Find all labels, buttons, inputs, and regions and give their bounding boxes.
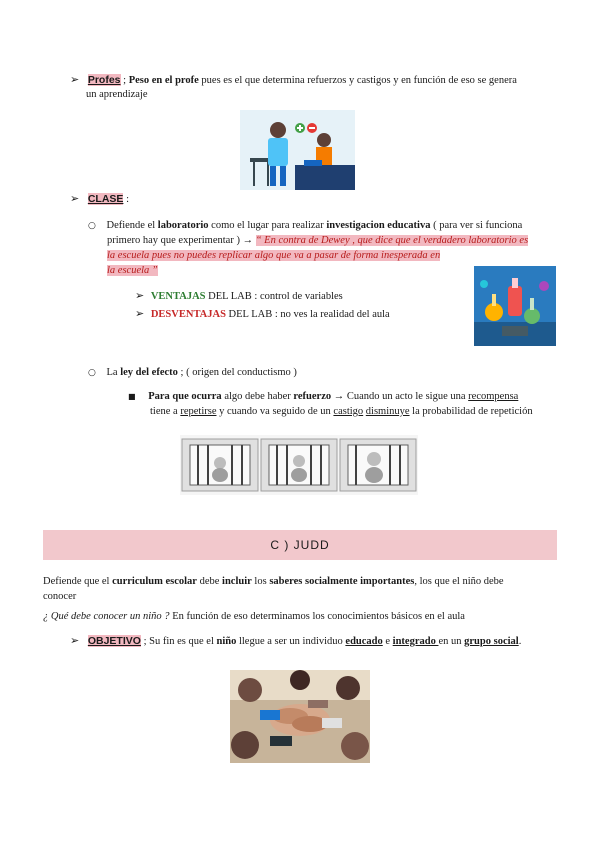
text: La: [106, 367, 121, 378]
bold-phrase: Peso en el profe: [128, 75, 199, 86]
underlined-text: repetirse: [180, 406, 217, 417]
text: DEL LAB : control de variables: [205, 291, 343, 302]
bold-text: incluir: [222, 576, 252, 587]
arrow-bullet-icon: ➢: [70, 73, 80, 86]
arrow-bullet-icon: ➢: [70, 192, 80, 205]
ventajas-line: [135, 289, 343, 304]
profes-heading: Profes: [87, 74, 121, 86]
desventajas-label: DESVENTAJAS: [150, 309, 226, 320]
bold-text: refuerzo: [293, 391, 332, 402]
text: como el lugar para realizar: [208, 220, 327, 231]
section-title: C ) JUDD: [270, 538, 330, 552]
bold-text: laboratorio: [157, 220, 209, 231]
text: y cuando va seguido de un: [216, 406, 334, 417]
square-bullet-icon: ■: [128, 392, 136, 401]
bold-underlined-text: integrado: [392, 636, 439, 647]
text: Defiende que el: [43, 576, 113, 587]
clase-heading: CLASE: [87, 193, 124, 205]
text: los: [251, 576, 270, 587]
refuerzo-line1: [128, 390, 568, 404]
puzzle-box-illustration: [180, 435, 418, 495]
judd-paragraph: [43, 575, 557, 589]
bold-text: Para que ocurra: [148, 391, 222, 402]
separator: ;: [120, 75, 129, 86]
dewey-quote: “ En contra de Dewey , que dice que el verdadero laboratorio es: [255, 235, 529, 246]
text: en un: [438, 636, 465, 647]
profes-text: pues es el que determina refuerzos y castigos y en función de eso se genera: [198, 75, 517, 86]
text: → Cuando un acto le sigue una: [331, 391, 469, 402]
text: debe: [196, 576, 223, 587]
circle-bullet-icon: ○: [88, 221, 96, 231]
bold-text: niño: [216, 636, 237, 647]
text: , los que el niño debe: [414, 576, 504, 587]
text: ; Su fin es que el: [140, 636, 217, 647]
circle-bullet-icon: ○: [88, 368, 96, 378]
text: ( para ver si funciona: [430, 220, 523, 231]
desventajas-line: [135, 307, 390, 322]
text: la probabilidad de repetición: [409, 406, 533, 417]
text: e: [382, 636, 393, 647]
dewey-quote: la escuela pues no puedes replicar algo que va a pasar de forma inesperada en: [107, 250, 441, 261]
judd-line2: conocer: [43, 591, 77, 602]
laboratorio-line2: [107, 234, 567, 248]
laboratorio-paragraph: [88, 219, 568, 233]
laboratorio-line4: [107, 264, 158, 278]
bold-text: curriculum escolar: [112, 576, 197, 587]
dewey-quote: la escuela ”: [107, 265, 158, 276]
clase-heading-line: [70, 192, 129, 207]
objetivo-heading: OBJETIVO: [87, 635, 141, 647]
text: En función de eso determinamos los conocimientos básicos en el aula: [169, 611, 465, 622]
bold-underlined-text: educado: [345, 636, 383, 647]
doctor-patient-illustration: [240, 110, 355, 190]
text: .: [518, 636, 522, 647]
profes-paragraph: [70, 73, 570, 88]
arrow-bullet-icon: ➢: [70, 634, 80, 647]
team-hands-photo: [230, 670, 370, 763]
judd-question-line: [43, 610, 563, 624]
bold-text: investigacion educativa: [326, 220, 431, 231]
underlined-text: recompensa: [468, 391, 519, 402]
underlined-text: castigo: [333, 406, 364, 417]
text: llegue a ser un individuo: [236, 636, 346, 647]
arrow-bullet-icon: ➢: [135, 307, 145, 320]
objetivo-line: [70, 634, 570, 649]
arrow-bullet-icon: ➢: [135, 289, 145, 302]
text: DEL LAB : no ves la realidad del aula: [225, 309, 390, 320]
text: Defiende el: [106, 220, 158, 231]
text: ; ( origen del conductismo ): [177, 367, 297, 378]
ventajas-label: VENTAJAS: [150, 291, 206, 302]
text: primero hay que experimentar ) →: [107, 235, 256, 246]
laboratory-illustration: [474, 266, 556, 346]
bold-underlined-text: grupo social: [464, 636, 519, 647]
colon: :: [123, 194, 129, 205]
underlined-text: disminuye: [365, 406, 410, 417]
question-text: ¿ Qué debe conocer un niño ?: [43, 611, 170, 622]
text: algo debe haber: [221, 391, 294, 402]
bold-text: saberes socialmente importantes: [269, 576, 415, 587]
profes-line2: un aprendizaje: [86, 89, 148, 100]
ley-efecto-line: [88, 366, 297, 380]
bold-text: ley del efecto: [120, 367, 178, 378]
section-header-bar: [43, 530, 557, 560]
refuerzo-line2: [150, 405, 533, 419]
laboratorio-line3: [107, 249, 440, 263]
text: tiene a: [150, 406, 181, 417]
